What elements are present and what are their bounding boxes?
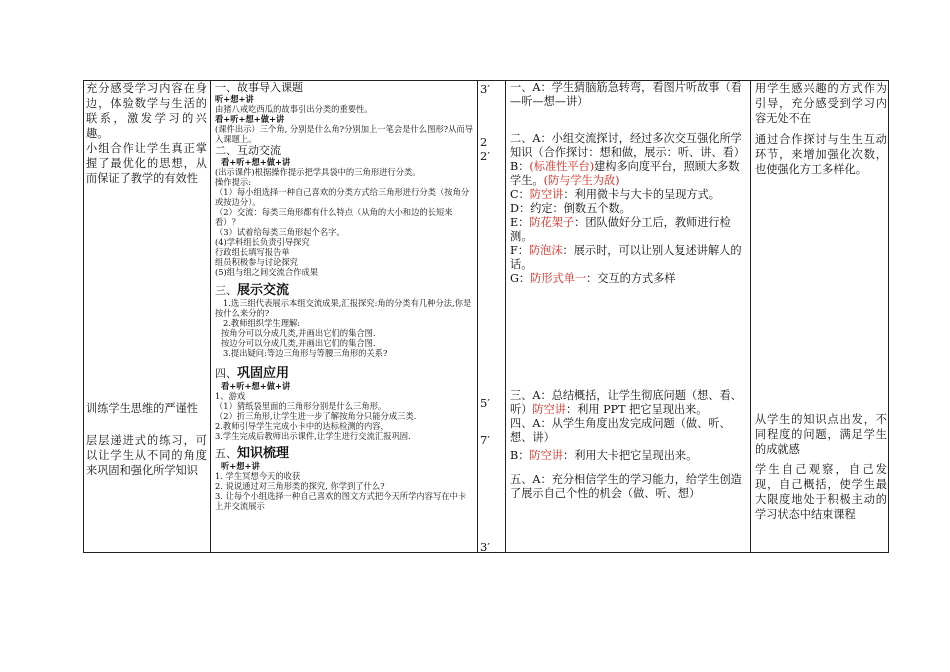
activity-line: 四、A：从学生角度出发完成问题（做、听、想、讲） xyxy=(510,417,731,444)
process-line: 1、游戏 xyxy=(215,391,246,401)
activity-line: 五、A：充分相信学生的学习能力，给学生创造了展示自己个性的机会（做、听、想） xyxy=(510,473,742,500)
highlight-text: 防形式单一 xyxy=(530,272,587,285)
activity-tag: 听+想+讲 xyxy=(215,94,254,104)
process-line: 2.教师组织学生理解: xyxy=(223,318,301,328)
process-line: 1. 学生冥想今天的收获 xyxy=(215,471,301,481)
activity-line xyxy=(510,449,747,463)
process-line: (出示课件)根据操作提示把学具袋中的三角形进行分类。 xyxy=(215,167,421,177)
rationale-text: 从学生的知识点出发，不同程度的问题，满足学生的成就感 xyxy=(755,413,887,456)
section-title: 二、互动交流 xyxy=(215,144,281,157)
section-title: 一、故事导入课题 xyxy=(215,81,303,94)
activity-line: 二、A：小组交流探讨，经过多次交互强化所学知识（合作探讨：想和做，展示：听、讲、看） xyxy=(510,132,745,159)
activity-line xyxy=(510,188,747,202)
activity-line xyxy=(510,389,747,417)
item-text: ：团队做好分工后，教师进行检测。 xyxy=(510,216,731,243)
activity-tag: 看+听+想+做+讲 xyxy=(215,114,285,124)
time-value: 3′ xyxy=(480,540,490,552)
section-number: 四、 xyxy=(215,367,237,380)
highlight-text: (标准性平台) xyxy=(529,160,595,173)
intent-text: 层层递进式的练习，可以让学生从不同的角度来巩固和强化所学知识 xyxy=(86,434,207,477)
activity-line xyxy=(510,160,747,188)
time-column xyxy=(480,81,504,552)
item-text: ：利用微卡与大卡的呈现方式。 xyxy=(563,188,720,201)
section-number: 五、 xyxy=(215,447,237,460)
process-line: 2. 说说通过对三角形类的探究, 你学到了什么? xyxy=(215,481,385,491)
item-text: 三、A：总结概括，让学生彻底问题（想、看、听） xyxy=(510,389,742,416)
activity-tag: 看+听+想+做+讲 xyxy=(221,381,291,391)
time-value: 22′ xyxy=(480,135,490,163)
process-line: 按角分可以分成几类,并画出它们的集合图. xyxy=(221,328,376,338)
process-column xyxy=(215,81,474,552)
process-line: （2）交流：每类三角形都有什么特点（从角的大小和边的长短来看）？ xyxy=(215,207,453,227)
activity-column xyxy=(510,81,747,552)
time-value: 3′ xyxy=(480,82,490,96)
section-title: 展示交流 xyxy=(237,283,290,298)
process-line: 组员积极参与讨论探究 xyxy=(215,257,298,267)
process-line: 3. 让每个小组选择一种自己喜欢的图文方式把今天所学内容写在中卡上并交流展示 xyxy=(215,491,467,511)
process-line: 3.提出疑问:等边三角形与等腰三角形的关系? xyxy=(223,348,388,358)
item-marker: G： xyxy=(510,272,531,285)
time-value: 5′ xyxy=(480,396,490,410)
section-title: 巩固应用 xyxy=(237,366,290,381)
item-marker: B： xyxy=(510,449,530,462)
process-line: 按边分可以分成几类,并画出它们的集合图. xyxy=(221,338,376,348)
highlight-text: 防泡沫 xyxy=(528,244,563,257)
process-line: （1）每小组选择一种自己喜欢的分类方式给三角形进行分类（按角分或按边分）。 xyxy=(215,187,470,207)
column-divider xyxy=(505,81,506,552)
activity-line xyxy=(510,272,747,286)
highlight-text: (防与学生为敌) xyxy=(543,174,620,187)
item-marker: C： xyxy=(510,188,530,201)
highlight-text: 防花架子 xyxy=(529,216,575,229)
highlight-text: 防空讲 xyxy=(532,403,566,416)
process-line: （3）试着给每类三角形起个名字。 xyxy=(215,227,345,237)
column-divider xyxy=(210,81,211,552)
item-text: 建构多向度平台，照顾大多数学生。 xyxy=(510,160,740,187)
process-line: （1）猜纸袋里面的三角形分别是什么三角形。 xyxy=(215,401,387,411)
item-marker: B： xyxy=(510,160,530,173)
process-line: 1.选三组代表展示本组交流成果,汇报探究:角的分类有几种分法,你是按什么来分的? xyxy=(215,298,472,318)
activity-tag: 听+想+讲 xyxy=(221,461,260,471)
activity-line: 一、A：学生猜脑筋急转弯，看图片听故事（看—听—想—讲） xyxy=(510,81,742,108)
process-line: (4)学科组长负责引导探究 xyxy=(215,237,310,247)
activity-line: D：约定：倒数五个数。 xyxy=(510,202,631,215)
process-line: 操作提示: xyxy=(215,177,251,187)
intent-text: 小组合作让学生真正掌握了最优化的思想，从而保证了教学的有效性 xyxy=(86,142,207,185)
rationale-text: 学生自己观察，自己发现，自己概括，使学生最大限度地处于积极主动的学习状态中结束课程 xyxy=(755,463,887,521)
item-marker: E： xyxy=(510,216,530,229)
column-divider xyxy=(750,81,751,552)
highlight-text: 防空讲 xyxy=(529,188,564,201)
rationale-text: 用学生感兴趣的方式作为引导，充分感受到学习内容无处不在 xyxy=(755,82,887,125)
section-title: 知识梳理 xyxy=(237,446,290,461)
intent-text: 训练学生思维的严谨性 xyxy=(86,402,198,415)
process-line: (5)组与组之间交流合作成果 xyxy=(215,267,319,277)
process-line: 由猪八戒吃西瓜的故事引出分类的重要性。 xyxy=(215,104,373,114)
item-text: ：交互的方式多样 xyxy=(586,272,676,285)
item-text: ：展示时，可以让别人复述讲解人的话。 xyxy=(510,244,742,271)
item-text: ：利用大卡把它呈现出来。 xyxy=(563,449,698,462)
process-line: 3.学生完成后教师出示课件,让学生进行交流汇报巩固. xyxy=(215,431,411,441)
rationale-text: 通过合作探讨与生生互动环节，来增加强化次数，也使强化方工多样化。 xyxy=(755,133,887,176)
activity-line xyxy=(510,244,747,272)
item-marker: F： xyxy=(510,244,529,257)
process-line: 2.教师引导学生完成小卡中的达标检测的内容， xyxy=(215,421,389,431)
lesson-plan-table xyxy=(83,80,889,553)
column-divider xyxy=(477,81,478,552)
activity-tag: 看+听+想+做+讲 xyxy=(221,157,291,167)
intent-column xyxy=(86,81,207,552)
time-value: 7′ xyxy=(480,433,490,447)
rationale-column xyxy=(755,81,887,552)
intent-text: 充分感受学习内容在身边，体验数学与生活的联系，激发学习的兴趣。 xyxy=(86,82,207,140)
process-line: (课件出示）三个角, 分别是什么角?分别加上一笔会是什么图形?从而导入课题上。 xyxy=(215,124,474,144)
item-text: ：利用 PPT 把它呈现出来。 xyxy=(565,403,708,416)
highlight-text: 防空讲 xyxy=(529,449,563,462)
process-line: （2）折三角形,让学生进一步了解按角分只能分成三类. xyxy=(215,411,417,421)
section-number: 三、 xyxy=(215,284,237,297)
activity-line xyxy=(510,216,747,244)
process-line: 行政组长填写报告单 xyxy=(215,247,290,257)
